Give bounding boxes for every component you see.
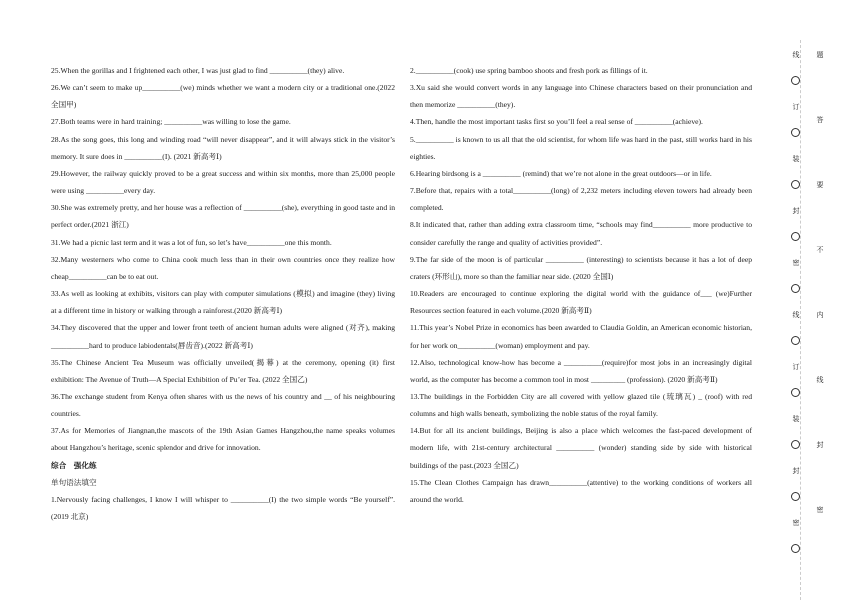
right-column: [410, 62, 752, 508]
question-item: 29.However, the railway quickly proved to be a great success and within six months, more than 25,000 people were using __________every day.: [51, 168, 395, 196]
margin-char: 装: [792, 415, 800, 423]
margin-circle: [791, 180, 800, 189]
margin-circle: [791, 544, 800, 553]
margin-char: 封: [792, 207, 800, 215]
margin-circle: [791, 492, 800, 501]
question-item: 34.They discovered that the upper and lower front teeth of ancient human adults were aligned (对齐), making __________hard to produce labiodentals(唇齿音).(2022 新高考Ⅰ): [51, 323, 395, 350]
margin-circle: [791, 232, 800, 241]
margin-char: 答: [816, 116, 824, 124]
question-item: 35.The Chinese Ancient Tea Museum was officially unveiled(揭幕) at the ceremony, opening (it) first exhibition: The Avenue of Truth—A Special Exhibition of Pu’er Tea. (2022 全国乙): [51, 357, 395, 384]
margin-circle: [791, 336, 800, 345]
question-item: 14.But for all its ancient buildings, Beijing is also a place which welcomes the fast-paced development of modern life, with 21st-century architectural __________ (wonder) standing side by side with historical buildings of the past.(2023 全国乙): [410, 426, 752, 470]
margin-circle: [791, 284, 800, 293]
margin-char: 线: [816, 376, 824, 384]
left-questions: [51, 62, 395, 457]
question-item: 12.Also, technological know-how has become a __________(require)for most jobs in an increasingly digital world, as the computer has become a common tool in most _________ (profession). (2020 新高考Ⅱ): [410, 357, 752, 384]
margin-char: 订: [792, 363, 800, 371]
question-item: 3.Xu said she would convert words in any language into Chinese characters based on their pronunciation and then memorize __________(they).: [410, 83, 752, 110]
margin-char: 线: [792, 51, 800, 59]
margin-circle: [791, 440, 800, 449]
question-item: 1.Nervously facing challenges, I know I will whisper to __________(I) the two simple words “Be yourself”.(2019 北京): [51, 494, 395, 522]
margin-char: 密: [792, 259, 800, 267]
margin-char: 要: [816, 181, 824, 189]
margin-char: 密: [816, 506, 824, 514]
margin-char: 装: [792, 155, 800, 163]
question-item: 28.As the song goes, this long and winding road “will never disappear”, and it will always stick in the visitor’s memory. It sure does in __________(I). (2021 新高考Ⅰ): [51, 134, 395, 161]
question-item: 36.The exchange student from Kenya often shares with us the news of his country and __ of his neighbouring countries.: [51, 391, 395, 419]
margin-circle: [791, 388, 800, 397]
left-tail-questions: [51, 491, 395, 525]
margin-char: 封: [816, 441, 824, 449]
right-questions: [410, 62, 752, 508]
margin-char: 封: [792, 467, 800, 475]
question-item: 30.She was extremely pretty, and her house was a reflection of __________(she), everything in good taste and in perfect order.(2021 浙江): [51, 203, 395, 230]
question-item: 5.__________ is known to us all that the old scientist, for whom life was hard in the past, still works hard in his eighties.: [410, 134, 752, 161]
section-heading: 综合 强化练: [51, 460, 97, 470]
question-item: 4.Then, handle the most important tasks first so you’ll feel a real sense of __________(achieve).: [410, 117, 703, 127]
question-item: 26.We can’t seem to make up__________(we) minds whether we want a modern city or a traditional one.(2022 全国甲): [51, 83, 395, 110]
question-item: 31.We had a picnic last term and it was a lot of fun, so let’s have__________one this month.: [51, 237, 332, 247]
question-item: 27.Both teams were in hard training; __________was willing to lose the game.: [51, 117, 291, 127]
question-item: 8.It indicated that, rather than adding extra classroom time, “schools may find__________ more productive to consider carefully the range and quality of activities provided”.: [410, 220, 752, 247]
question-item: 10.Readers are encouraged to continue exploring the digital world with the guidance of___ (we)Further Resources section featured in each volume.(2020 新高考Ⅱ): [410, 289, 752, 316]
question-item: 2.__________(cook) use spring bamboo shoots and fresh pork as fillings of it.: [410, 66, 648, 75]
question-item: 13.The buildings in the Forbidden City are all covered with yellow glazed tile (琉璃瓦) _ (roof) with red columns and high walls beneath, symbolizing the noble status of the royal family.: [410, 391, 752, 419]
question-item: 11.This year’s Nobel Prize in economics has been awarded to Claudia Goldin, an American economic historian, for her work on__________(woman) employment and pay.: [410, 323, 752, 350]
margin-char: 题: [816, 51, 824, 59]
question-item: 37.As for Memories of Jiangnan,the mascots of the 19th Asian Games Hangzhou,the name speaks volumes about Hangzhou’s heritage, scenic splendor and drive for innovation.: [51, 426, 395, 453]
question-item: 33.As well as looking at exhibits, visitors can play with computer simulations (模拟) and imagine (they) living at a different time in history or walking through a rainforest.(2020 新高考Ⅰ): [51, 289, 395, 316]
binding-margin-inner: [813, 40, 827, 600]
margin-circle: [791, 76, 800, 85]
question-item: 9.The far side of the moon is of particular __________ (interesting) to scientists because it has a lot of deep craters (环形山), more so than the familiar near side. (2020 全国Ⅰ): [410, 254, 752, 281]
question-item: 15.The Clean Clothes Campaign has drawn__________(attentive) to the working conditions of workers all around the world.: [410, 477, 752, 504]
margin-char: 密: [792, 519, 800, 527]
question-item: 7.Before that, repairs with a total__________(long) of 2,232 meters including eleven towers had already been completed.: [410, 186, 752, 213]
margin-circle: [791, 128, 800, 137]
margin-char: 不: [816, 246, 824, 254]
question-item: 32.Many westerners who come to China cook much less than in their own countries once they realize how cheap__________can be to eat out.: [51, 254, 395, 281]
question-item: 6.Hearing birdsong is a __________ (remind) that we’re not alone in the great outdoors—or in life.: [410, 168, 712, 178]
section-subheading: 单句语法填空: [51, 477, 97, 487]
left-column: [51, 62, 395, 525]
margin-char: 订: [792, 103, 800, 111]
question-item: 25.When the gorillas and I frightened each other, I was just glad to find __________(they) alive.: [51, 66, 345, 75]
margin-char: 线: [792, 311, 800, 319]
margin-char: 内: [816, 311, 824, 319]
